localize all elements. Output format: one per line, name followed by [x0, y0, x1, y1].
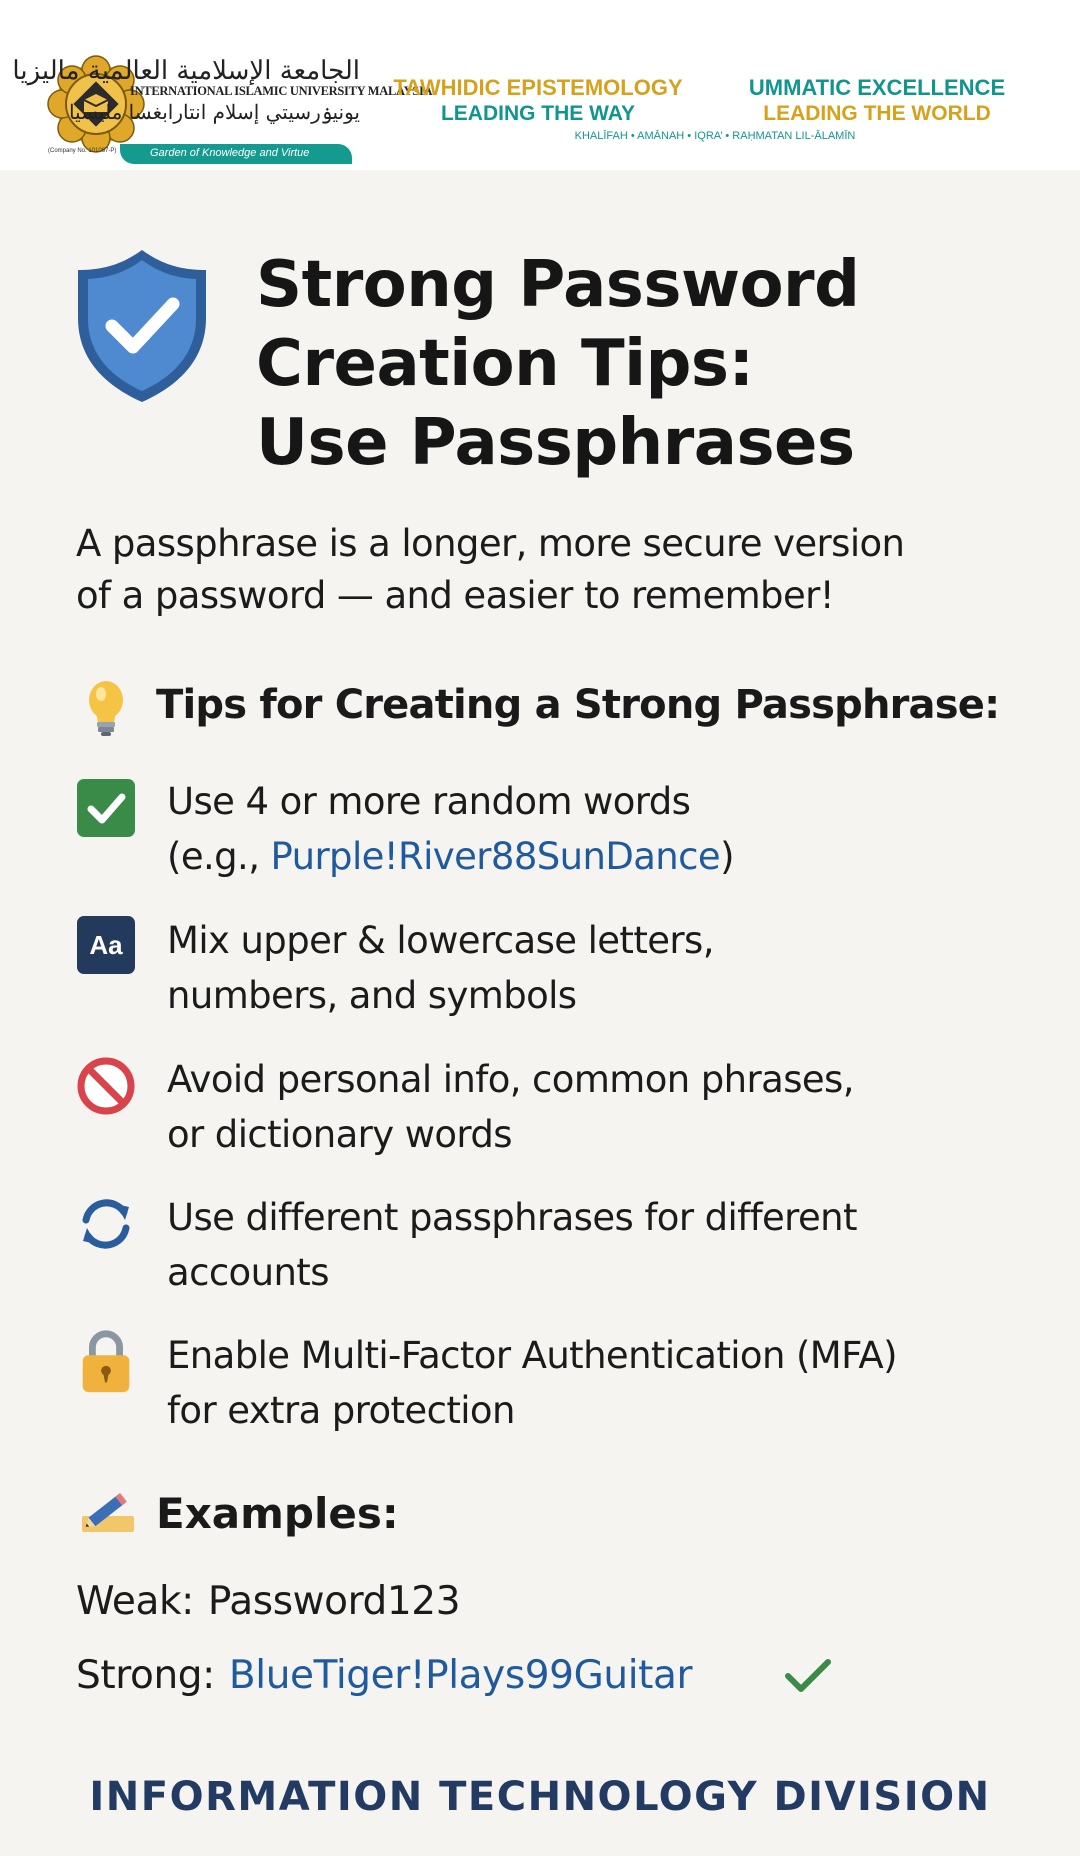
- letter-case-icon-text: Aa: [89, 930, 123, 960]
- strong-label: Strong:: [76, 1653, 215, 1698]
- university-name-english: INTERNATIONAL ISLAMIC UNIVERSITY MALAYSIA: [130, 84, 433, 98]
- examples-heading: Examples:: [156, 1489, 399, 1538]
- weak-example: [76, 1574, 460, 1630]
- company-number: (Company No. 101067-P): [48, 148, 117, 154]
- motto-left-line1: TAWHIDIC EPISTEMOLOGY: [393, 75, 683, 100]
- tips-heading: Tips for Creating a Strong Passphrase:: [156, 682, 1000, 728]
- padlock-icon: [76, 1328, 136, 1396]
- checkbox-icon: [76, 778, 136, 838]
- shield-check-icon: [72, 244, 212, 406]
- weak-label: Weak:: [76, 1579, 194, 1624]
- strong-value: BlueTiger!Plays99Guitar: [228, 1653, 693, 1698]
- intro-paragraph: [76, 518, 1036, 622]
- example-passphrase: Purple!River88SunDance: [270, 835, 721, 878]
- motto-right: [712, 75, 1042, 126]
- motto-right-line2: LEADING THE WORLD: [763, 102, 991, 125]
- strong-example: [76, 1648, 692, 1704]
- pencil-icon: [78, 1486, 138, 1536]
- tip-line-1: Enable Multi-Factor Authentication (MFA): [167, 1334, 897, 1377]
- motto-left-line2: LEADING THE WAY: [440, 102, 636, 125]
- tip-line-2: accounts: [167, 1251, 329, 1294]
- garden-tagline: Garden of Knowledge and Virtue: [150, 147, 310, 159]
- motto-right-line1: UMMATIC EXCELLENCE: [748, 75, 1006, 100]
- tip-line-2: for extra protection: [167, 1389, 515, 1432]
- example-suffix: ): [720, 835, 734, 878]
- tip-text: [167, 1052, 1057, 1162]
- tip-text: [167, 1328, 1057, 1438]
- lightbulb-icon: [82, 678, 130, 740]
- tip-line-1: Mix upper & lowercase letters,: [167, 919, 714, 962]
- weak-value: Password123: [207, 1579, 461, 1624]
- intro-line-1: A passphrase is a longer, more secure version: [76, 522, 905, 565]
- tip-line-2: or dictionary words: [167, 1113, 512, 1156]
- letter-case-icon: [76, 915, 136, 975]
- header-banner: [0, 0, 1080, 170]
- checkmark-icon: [782, 1654, 834, 1698]
- tip-line-1: Use 4 or more random words: [167, 780, 691, 823]
- title-line-3: Use Passphrases: [256, 406, 855, 480]
- example-prefix: (e.g.,: [167, 835, 271, 878]
- tip-line-1: Use different passphrases for different: [167, 1196, 857, 1239]
- university-name-arabic: الجامعة الإسلامية العالمية ماليزيا: [12, 56, 360, 86]
- motto-left: [378, 75, 698, 126]
- tip-line-1: Avoid personal info, common phrases,: [167, 1058, 854, 1101]
- intro-line-2: of a password — and easier to remember!: [76, 574, 834, 617]
- tip-text: [167, 913, 1057, 1023]
- refresh-icon: [76, 1194, 136, 1254]
- tip-line-2: [167, 829, 1057, 884]
- motto-values: KHALĪFAH • AMĀNAH • IQRA’ • RAḤMATAN LIL-ĀLAMĪN: [574, 130, 856, 142]
- footer-division: INFORMATION TECHNOLOGY DIVISION: [89, 1774, 991, 1820]
- page-title: [256, 246, 1056, 483]
- tip-text: [167, 774, 1057, 884]
- tip-line-2: numbers, and symbols: [167, 974, 577, 1017]
- title-line-2: Creation Tips:: [256, 327, 754, 401]
- tip-text: [167, 1190, 1057, 1300]
- title-line-1: Strong Password: [256, 248, 860, 322]
- prohibited-icon: [76, 1056, 136, 1116]
- university-name-jawi: يونيۏرسيتي إسلام انتارابغسا مليسيا: [68, 100, 360, 124]
